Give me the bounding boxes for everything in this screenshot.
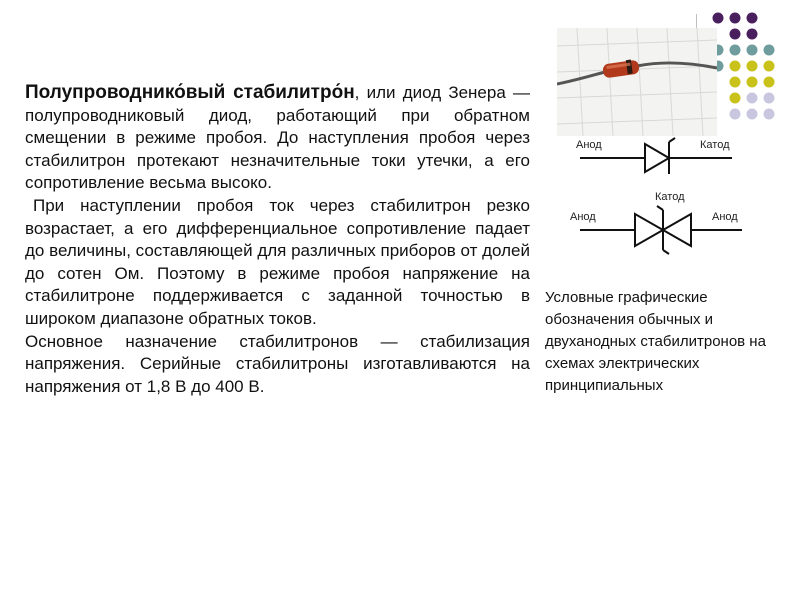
- main-text-block: [25, 82, 530, 398]
- paragraph-definition: [25, 82, 530, 195]
- zener-diode-photo-drawing: [557, 28, 717, 136]
- term-title: Полупроводнико́вый стабилитро́н: [25, 82, 355, 103]
- zener-diode-photo: [557, 28, 717, 136]
- cathode-label-bidirectional: Катод: [655, 191, 685, 203]
- zener-symbols-diagram: [560, 128, 760, 268]
- cathode-label: Катод: [700, 139, 730, 151]
- definition-text: , или диод Зенера — полупроводниковый диод, работающий при обратном смещении в режиме пробоя. До наступления пробоя через стабилитрон протекают незначительные токи утечки, а его сопротивление весьма высоко.: [25, 83, 530, 193]
- paragraph-breakdown: При наступлении пробоя ток через стабилитрон резко возрастает, а его дифференциальное сопротивление падает до величины, составляющей для различных приборов от долей до сотен Ом. Поэтому в режиме пробоя напряжение на стабилитроне поддерживается с заданной точностью в широком диапазоне обратных токов.: [25, 195, 530, 328]
- anode-label: Анод: [576, 139, 602, 151]
- anode-left-label: Анод: [570, 211, 596, 223]
- paragraph-purpose: Основное назначение стабилитронов — стабилизация напряжения. Серийные стабилитроны изготавливаются на напряжения от 1,8 В до 400 В.: [25, 331, 530, 396]
- symbols-caption: Условные графические обозначения обычных и двуханодных стабилитронов на схемах электрических принципиальных: [545, 289, 766, 394]
- anode-right-label: Анод: [712, 211, 738, 223]
